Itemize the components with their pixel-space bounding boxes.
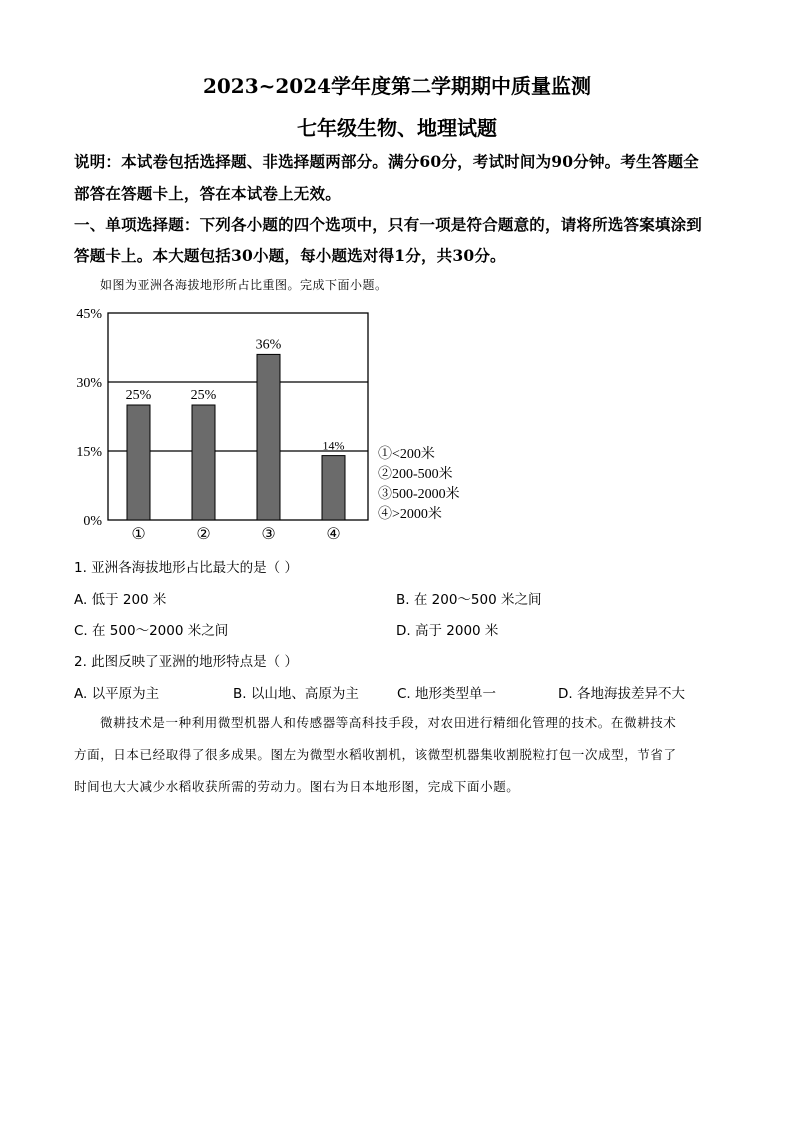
x-category-label: ③ xyxy=(261,526,276,543)
section-heading-line-1: 一、单项选择题：下列各小题的四个选项中，只有一项是符合题意的，请将所选答案填涂到 xyxy=(74,215,703,234)
q1-option-c[interactable]: C. 在 500～2000 米之间 xyxy=(74,623,229,639)
x-category-label: ① xyxy=(131,526,146,543)
question-1-stem: 1. 亚洲各海拔地形占比最大的是（ ） xyxy=(74,560,298,576)
passage-line-2: 方面，日本已经取得了很多成果。图左为微型水稻收割机，该微型机器集收割脱粒打包一次成型，节省了 xyxy=(74,747,677,762)
exam-subtitle: 七年级生物、地理试题 xyxy=(297,116,497,140)
x-category-label: ② xyxy=(196,526,211,543)
q1-option-b[interactable]: B. 在 200～500 米之间 xyxy=(396,592,542,608)
x-category-label: ④ xyxy=(326,526,341,543)
legend-item: ③500-2000米 xyxy=(378,487,460,502)
section-heading-line-2: 答题卡上。本大题包括30小题，每小题选对得1分，共30分。 xyxy=(74,246,506,265)
instructions-line-2: 部答在答题卡上，答在本试卷上无效。 xyxy=(74,184,341,203)
chart-intro: 如图为亚洲各海拔地形所占比重图。完成下面小题。 xyxy=(100,278,388,292)
y-tick-label: 15% xyxy=(76,445,102,460)
passage-line-3: 时间也大大减少水稻收获所需的劳动力。图右为日本地形图，完成下面小题。 xyxy=(74,779,520,794)
bar-value-label: 25% xyxy=(125,388,152,403)
q2-option-b[interactable]: B. 以山地、高原为主 xyxy=(233,686,359,702)
y-tick-label: 0% xyxy=(83,514,102,529)
q2-option-c[interactable]: C. 地形类型单一 xyxy=(397,686,497,702)
q2-option-d[interactable]: D. 各地海拔差异不大 xyxy=(558,686,685,702)
legend-item: ④>2000米 xyxy=(378,507,442,522)
bar-1 xyxy=(127,405,150,520)
legend-item: ②200-500米 xyxy=(378,467,453,482)
bar-2 xyxy=(192,405,215,520)
exam-title: 2023~2024学年度第二学期期中质量监测 xyxy=(202,74,592,98)
altitude-bar-chart xyxy=(60,298,500,548)
instructions-line-1: 说明：本试卷包括选择题、非选择题两部分。满分60分，考试时间为90分钟。考生答题全 xyxy=(74,152,699,171)
q1-option-d[interactable]: D. 高于 2000 米 xyxy=(396,623,499,639)
bar-3 xyxy=(257,354,280,520)
q1-option-a[interactable]: A. 低于 200 米 xyxy=(74,592,167,608)
question-2-stem: 2. 此图反映了亚洲的地形特点是（ ） xyxy=(74,654,298,670)
legend-item: ①<200米 xyxy=(378,447,435,462)
bar-value-label: 14% xyxy=(322,438,345,453)
bar-value-label: 36% xyxy=(255,337,282,353)
y-tick-label: 45% xyxy=(76,307,102,322)
bar-4 xyxy=(322,456,345,520)
q2-option-a[interactable]: A. 以平原为主 xyxy=(74,686,160,702)
y-tick-label: 30% xyxy=(76,376,102,391)
passage-line-1: 微耕技术是一种利用微型机器人和传感器等高科技手段，对农田进行精细化管理的技术。在微耕技术 xyxy=(100,715,677,730)
bar-value-label: 25% xyxy=(190,388,217,403)
